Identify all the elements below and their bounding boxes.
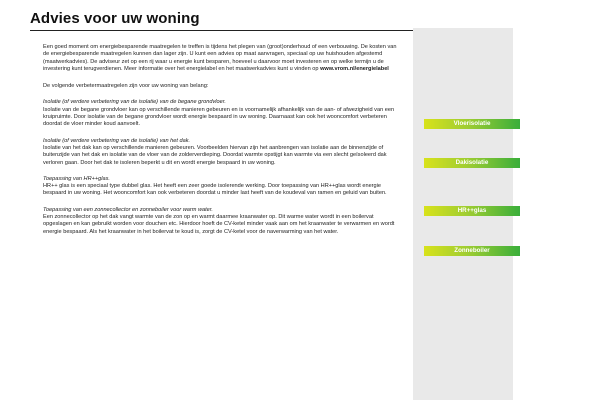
measure-hr-glass	[43, 176, 403, 198]
measure-body: Isolatie van het dak kan op verschillende manieren gebeuren. Voorbeelden hiervan zijn het aanbrengen van isolatie aan de binnenzijde of buitenzijde van het dak en isolatie van de vloer van de zolderverdieping. Doordat warmte opstijgt kan warmte via een slecht geïsoleerd dak verloren gaan. Door het dak te isoleren beperkt u dit en wordt energie bespaard in uw woning.	[43, 144, 387, 166]
title-divider	[30, 30, 413, 31]
measure-body: HR++ glas is een speciaal type dubbel glas. Het heeft een zeer goede isolerende werking. Door toepassing van HR++glas wordt energie bespaard in uw woning. Het wooncomfort kan ook verbeteren doordat u minder last heeft van de koudeval van ramen en geluid van buiten.	[43, 183, 387, 197]
tag-zonneboiler: Zonneboiler	[424, 246, 520, 256]
measure-floor-insulation	[43, 99, 403, 128]
tag-dakisolatie: Dakisolatie	[424, 158, 520, 168]
measure-body: Isolatie van de begane grondvloer kan op verschillende manieren gebeuren en is voornamelijk afhankelijk van de aan- of afwezigheid van een kruipruimte. Door isolatie van de begane grondvloer wordt energie bespaard in uw woning. Daarnaast kan ook het wooncomfort verbeteren doordat de vloer minder koud aanvoelt.	[43, 106, 395, 128]
page-title: Advies voor uw woning	[30, 10, 200, 27]
tag-hr-glas: HR++glas	[424, 206, 520, 216]
measures-lead: De volgende verbetermaatregelen zijn voor uw woning van belang:	[43, 83, 209, 90]
intro-text: Een goed moment om energiebesparende maatregelen te treffen is tijdens het plegen van (groot)onderhoud of een verbouwing. De kosten van de energiebesparende maatregelen kunnen dan lager zijn. U kunt een advies op maat aanvragen, speciaal op uw huishouden afgestemd (maatwerkadvies). De adviseur zet op een rij waar u energie kunt besparen, hoeveel u daarvoor moet investeren en op welke termijn u de investering kunt terugverdienen. Meer informatie over het energielabel en het maatwerkadvies kunt u vinden op	[43, 44, 397, 72]
tag-vloerisolatie: Vloerisolatie	[424, 119, 520, 129]
measure-heading: Toepassing van een zonnecollector en zonneboiler voor warm water.	[43, 206, 213, 213]
measure-heading: Isolatie (of verdere verbetering van de isolatie) van het dak.	[43, 137, 191, 144]
advice-content	[43, 44, 403, 245]
intro-paragraph	[43, 44, 403, 73]
measure-body: Een zonnecollector op het dak vangt warmte van de zon op en warmt daarmee kraanwater op. Dit warme water wordt in een boilervat opgeslagen en kan gebruikt worden voor douchen etc. Hierdoor hoeft de CV-ketel minder vaak aan om het kraanwater te verwarmen en wordt energie bespaard. Als het kraanwater in het boilervat te koud is, zorgt de CV-ketel voor de naverwarming van het water.	[43, 214, 395, 235]
measure-heading: Isolatie (of verdere verbetering van de isolatie) van de begane grondvloer.	[43, 99, 226, 106]
vrom-link[interactable]: www.vrom.nl/energielabel	[320, 65, 389, 72]
measure-heading: Toepassing van HR++glas.	[43, 175, 110, 182]
measure-solar-boiler	[43, 207, 403, 236]
measure-roof-insulation	[43, 138, 403, 167]
